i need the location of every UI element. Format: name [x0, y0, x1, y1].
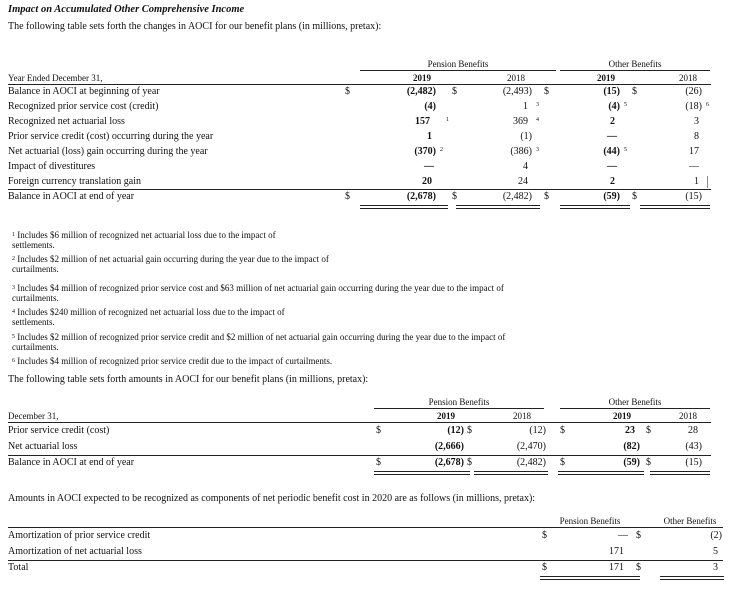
t1-pension-2019-value: 20: [422, 176, 432, 187]
dollar-sign: $: [452, 86, 457, 97]
t2-pension-header: Pension Benefits: [428, 397, 490, 407]
t3-pension-value: 171: [609, 546, 624, 557]
t1-pension-2019-value: 157: [415, 116, 430, 127]
t2-other-2019-value: (82): [623, 441, 640, 452]
dollar-sign: $: [646, 425, 651, 436]
dollar-sign: $: [544, 191, 549, 202]
t1-row-label: Prior service credit (cost) occurring during the year: [8, 131, 214, 142]
footnote-mark: 1: [446, 117, 449, 123]
t1-year-2019-other: 2019: [597, 73, 615, 83]
t1-other-2018-value: —: [689, 161, 699, 172]
t1-year-2019-pension: 2019: [413, 73, 431, 83]
footnote-mark: 2: [440, 147, 443, 153]
t1-other-2018-value: 8: [694, 131, 699, 142]
t1-other-2019-value: (15): [603, 86, 620, 97]
t1-row-label: Balance in AOCI at end of year: [8, 191, 135, 202]
t1-year-2018-pension: 2018: [507, 73, 525, 83]
t3-row-label: Amortization of net actuarial loss: [8, 546, 142, 557]
t1-other-2019-value: 2: [610, 116, 615, 127]
t2-row-label-header: December 31,: [8, 411, 59, 421]
t3-pension-value: 171: [609, 562, 624, 573]
table2-intro: The following table sets forth amounts in AOCI for our benefit plans (in millions, pretax):: [8, 374, 369, 385]
t1-pension-2019-value: (4): [424, 101, 436, 112]
dollar-sign: $: [560, 457, 565, 468]
t1-other-2019-value: (44): [603, 146, 620, 157]
footnote-mark: 6: [706, 102, 709, 108]
t1-other-2018-value: 3: [694, 116, 699, 127]
t2-other-header: Other Benefits: [608, 397, 662, 407]
dollar-sign: $: [636, 530, 641, 541]
t2-year-2018-pension: 2018: [513, 411, 531, 421]
dollar-sign: $: [560, 425, 565, 436]
t1-row-label: Recognized net actuarial loss: [8, 116, 125, 127]
t1-other-2018-value: (15): [685, 191, 702, 202]
dollar-sign: $: [345, 191, 350, 202]
t2-row-label: Net actuarial loss: [8, 441, 78, 452]
t1-row-label: Impact of divestitures: [8, 161, 96, 172]
t2-year-2019-other: 2019: [613, 411, 631, 421]
t1-pension-2018-value: (386): [510, 146, 532, 157]
t1-pension-2018-value: 4: [523, 161, 528, 172]
footnote-4: $^4$ Includes $240 million of recognized net actuarial loss due to the impact of settlements.: [12, 307, 285, 327]
t1-pension-2018-value: 369: [513, 116, 528, 127]
t3-row-label: Total: [8, 562, 29, 573]
t1-other-2018-value: 1: [694, 176, 699, 187]
dollar-sign: $: [345, 86, 350, 97]
t3-pension-header: Pension Benefits: [559, 516, 621, 526]
footnote-1: $^1$ Includes $6 million of recognized net actuarial loss due to the impact of settlements.: [12, 230, 276, 250]
dollar-sign: $: [467, 425, 472, 436]
t1-other-2018-value: (18): [685, 101, 702, 112]
table1-intro: The following table sets forth the changes in AOCI for our benefit plans (in millions, pretax):: [8, 21, 382, 32]
t1-other-2019-value: (59): [603, 191, 620, 202]
t1-other-2018-value: 17: [689, 146, 699, 157]
dollar-sign: $: [376, 425, 381, 436]
dollar-sign: $: [542, 562, 547, 573]
t2-pension-2018-value: (2,470): [516, 441, 546, 452]
t1-pension-2019-value: (2,678): [406, 191, 436, 202]
t1-other-2019-value: (4): [608, 101, 620, 112]
t1-pension-2018-value: 24: [518, 176, 528, 187]
t3-row-label: Amortization of prior service credit: [8, 530, 151, 541]
dollar-sign: $: [467, 457, 472, 468]
t2-row-label: Balance in AOCI at end of year: [8, 457, 135, 468]
footnote-mark: 3: [536, 147, 539, 153]
t1-pension-2019-value: (2,482): [406, 86, 436, 97]
t2-row-label: Prior service credit (cost): [8, 425, 110, 436]
t1-pension-2019-value: 1: [427, 131, 432, 142]
dollar-sign: $: [376, 457, 381, 468]
t1-pension-2018-value: 1: [523, 101, 528, 112]
t1-other-2019-value: —: [607, 161, 617, 172]
dollar-sign: $: [452, 191, 457, 202]
t1-other-header: Other Benefits: [608, 59, 662, 69]
t2-other-2018-value: 28: [688, 425, 698, 436]
dollar-sign: $: [544, 86, 549, 97]
dollar-sign: $: [632, 191, 637, 202]
t2-other-2018-value: (15): [685, 457, 702, 468]
t3-other-value: (2): [710, 530, 722, 541]
t1-pension-2018-value: (2,482): [502, 191, 532, 202]
t3-other-value: 3: [713, 562, 718, 573]
footnote-3: $^3$ Includes $4 million of recognized prior service cost and $63 million of net actuarial gain occurring during the year due to the impact of curtailments.: [12, 283, 504, 303]
dollar-sign: $: [646, 457, 651, 468]
t1-row-label: Net actuarial (loss) gain occurring during the year: [8, 146, 208, 157]
t1-row-label: Foreign currency translation gain: [8, 176, 142, 187]
footnote-6: $^6$ Includes $4 million of recognized prior service credit due to the impact of curtailments.: [12, 356, 333, 366]
t1-pension-2019-value: (370): [414, 146, 436, 157]
t2-pension-2018-value: (12): [529, 425, 546, 436]
t2-pension-2019-value: (12): [447, 425, 464, 436]
section-heading: Impact on Accumulated Other Comprehensive Income: [8, 4, 245, 15]
table3-intro: Amounts in AOCI expected to be recognized as components of net periodic benefit cost in 2020 are as follows (in millions, pretax):: [8, 493, 536, 504]
t1-row-label: Recognized prior service cost (credit): [8, 101, 159, 112]
dollar-sign: $: [636, 562, 641, 573]
t1-year-2018-other: 2018: [679, 73, 697, 83]
dollar-sign: $: [632, 86, 637, 97]
dollar-sign: $: [542, 530, 547, 541]
t2-other-2019-value: (59): [623, 457, 640, 468]
t3-other-header: Other Benefits: [663, 516, 717, 526]
t1-row-label: Balance in AOCI at beginning of year: [8, 86, 160, 97]
footnote-mark: 5: [624, 102, 627, 108]
t3-other-value: 5: [713, 546, 718, 557]
t1-pension-2018-value: (1): [520, 131, 532, 142]
footnote-2: $^2$ Includes $2 million of net actuarial gain occurring during the year due to the impact of curtailments.: [12, 254, 329, 274]
t1-row-label-header: Year Ended December 31,: [8, 73, 103, 83]
t1-other-2019-value: —: [607, 131, 617, 142]
t2-pension-2018-value: (2,482): [516, 457, 546, 468]
t2-other-2018-value: (43): [685, 441, 702, 452]
footnote-5: $^5$ Includes $2 million of recognized prior service credit and $2 million of net actuarial gain occurring during the year due to the impact of curtailments.: [12, 332, 506, 352]
t1-pension-header: Pension Benefits: [427, 59, 489, 69]
t2-other-2019-value: 23: [625, 425, 635, 436]
footnote-mark: 3: [536, 102, 539, 108]
t3-pension-value: —: [618, 530, 628, 541]
t1-other-2019-value: 2: [610, 176, 615, 187]
footnote-mark: 5: [624, 147, 627, 153]
t2-year-2019-pension: 2019: [437, 411, 455, 421]
t1-pension-2019-value: —: [424, 161, 434, 172]
footnote-mark: 4: [536, 117, 539, 123]
t2-year-2018-other: 2018: [679, 411, 697, 421]
t2-pension-2019-value: (2,666): [434, 441, 464, 452]
t1-pension-2018-value: (2,493): [502, 86, 532, 97]
t1-other-2018-value: (26): [685, 86, 702, 97]
t2-pension-2019-value: (2,678): [434, 457, 464, 468]
